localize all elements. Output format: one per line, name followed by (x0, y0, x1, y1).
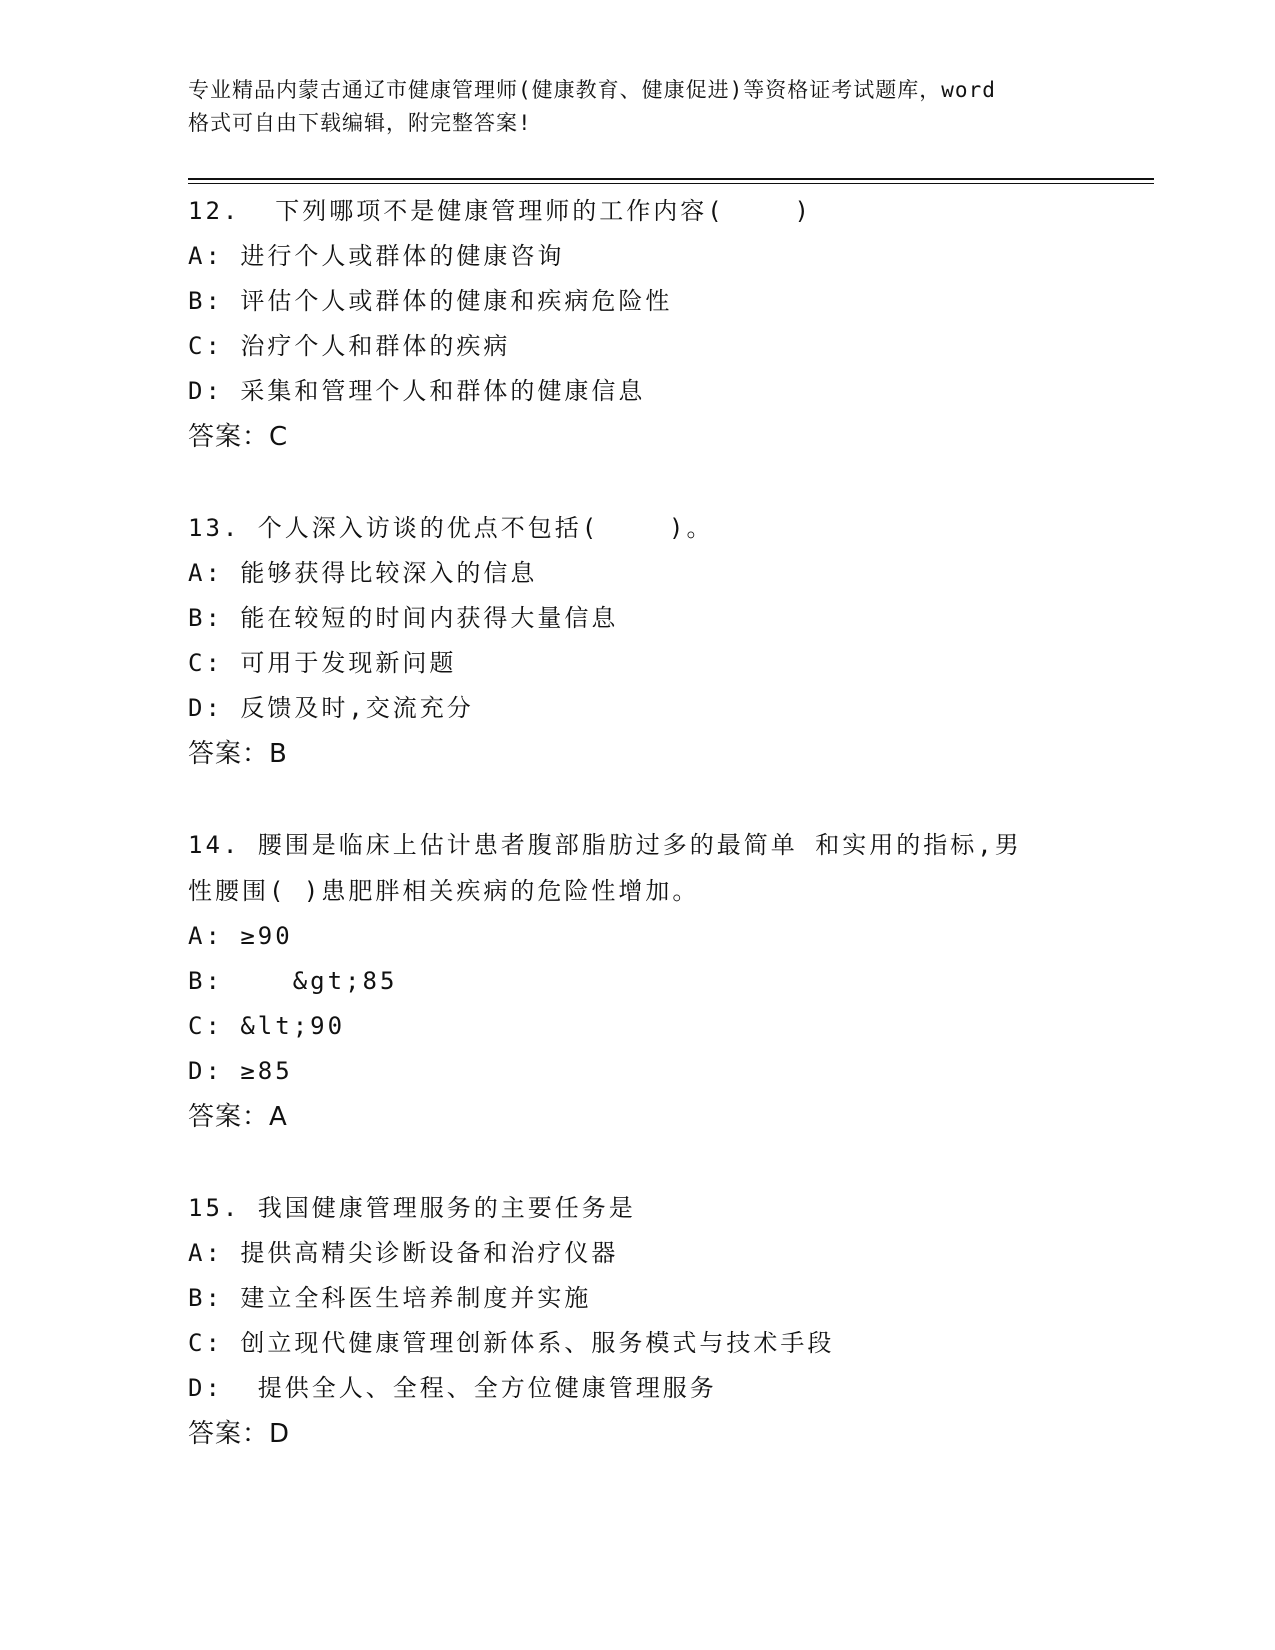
question-stem: 12. 下列哪项不是健康管理师的工作内容( ) (188, 197, 812, 225)
question-option: B: 建立全科医生培养制度并实施 (188, 1284, 592, 1312)
question-answer: 答案：D (188, 1419, 291, 1449)
question-option: B: &gt;85 (188, 967, 398, 995)
question-list (188, 188, 1148, 1502)
question-item (188, 822, 1148, 1140)
question-answer: 答案：C (188, 422, 289, 452)
header-divider-thin (188, 183, 1154, 184)
question-item (188, 188, 1148, 460)
question-option: C: &lt;90 (188, 1012, 346, 1040)
question-item (188, 505, 1148, 777)
question-option: C: 创立现代健康管理创新体系、服务模式与技术手段 (188, 1329, 835, 1357)
question-option: A: ≥90 (188, 922, 293, 950)
question-stem: 14. 腰围是临床上估计患者腹部脂肪过多的最简单 和实用的指标,男 (188, 831, 1022, 859)
question-option: C: 治疗个人和群体的疾病 (188, 332, 511, 360)
question-option: D: 提供全人、全程、全方位健康管理服务 (188, 1374, 717, 1402)
question-stem: 13. 个人深入访谈的优点不包括( )。 (188, 514, 714, 542)
question-option: B: 评估个人或群体的健康和疾病危险性 (188, 287, 673, 315)
question-option: A: 提供高精尖诊断设备和治疗仪器 (188, 1239, 619, 1267)
question-stem: 性腰围( )患肥胖相关疾病的危险性增加。 (188, 877, 700, 905)
question-option: C: 可用于发现新问题 (188, 649, 457, 677)
question-option: D: ≥85 (188, 1057, 293, 1085)
question-item (188, 1185, 1148, 1457)
question-option: D: 采集和管理个人和群体的健康信息 (188, 377, 646, 405)
header-line-2: 格式可自由下载编辑，附完整答案! (188, 111, 532, 135)
header-divider-thick (188, 178, 1154, 180)
question-option: A: 进行个人或群体的健康咨询 (188, 242, 565, 270)
question-option: A: 能够获得比较深入的信息 (188, 559, 538, 587)
question-answer: 答案：B (188, 739, 288, 769)
document-header (188, 74, 1088, 140)
question-stem: 15. 我国健康管理服务的主要任务是 (188, 1194, 636, 1222)
question-option: D: 反馈及时,交流充分 (188, 694, 474, 722)
question-option: B: 能在较短的时间内获得大量信息 (188, 604, 619, 632)
question-answer: 答案：A (188, 1102, 288, 1132)
header-line-1: 专业精品内蒙古通辽市健康管理师(健康教育、健康促进)等资格证考试题库，word (188, 78, 996, 102)
